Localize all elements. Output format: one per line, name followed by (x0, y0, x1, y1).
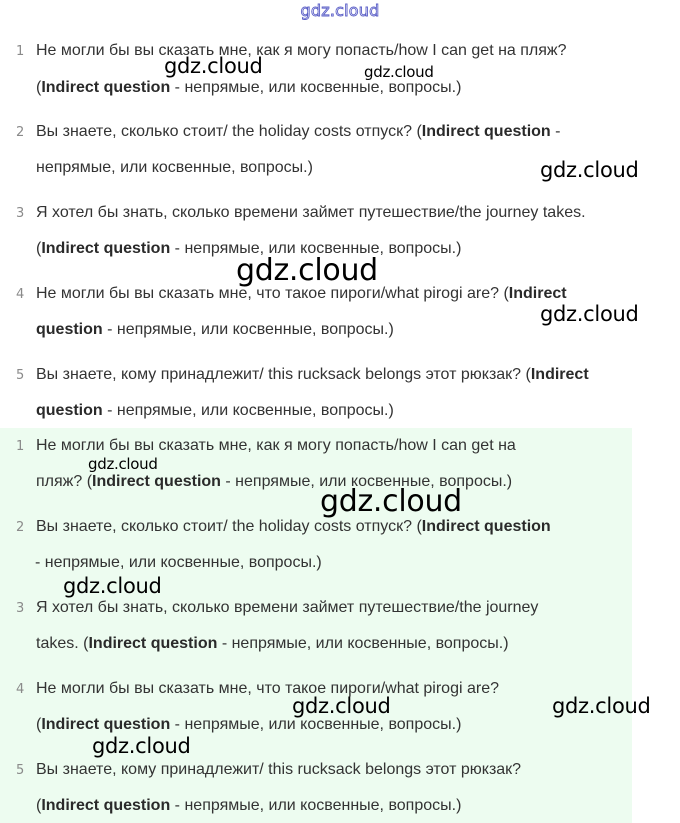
term-indirect-question: Indirect question (421, 518, 551, 535)
item-text-line: question - непрямые, или косвенные, вопросы.) (36, 402, 394, 419)
item-text-line: Не могли бы вы сказать мне, как я могу попасть/how I can get на (36, 437, 516, 454)
item-number: 4 (16, 287, 25, 302)
item-text-line: Вы знаете, сколько стоит/ the holiday costs отпуск? (Indirect question - (36, 123, 561, 140)
watermark: gdz.cloud (63, 574, 162, 598)
item-text-line: Не могли бы вы сказать мне, что такое пироги/what pirogi are? (Indirect (36, 285, 567, 302)
item-text-line: пляж? (Indirect question - непрямые, или косвенные, вопросы.) (36, 473, 513, 490)
item-number: 2 (16, 520, 25, 535)
item-text-line: Вы знаете, сколько стоит/ the holiday costs отпуск? (Indirect question (36, 518, 551, 535)
item-number: 5 (16, 763, 25, 778)
watermark: gdz.cloud (364, 63, 434, 81)
item-text-line: (Indirect question - непрямые, или косвенные, вопросы.) (36, 716, 462, 733)
watermark: gdz.cloud (164, 54, 263, 78)
item-text-line: Я хотел бы знать, сколько времени займет путешествие/the journey (36, 599, 539, 616)
item-text-line: - непрямые, или косвенные, вопросы.) (35, 554, 322, 571)
watermark: gdz.cloud (236, 253, 378, 288)
watermark: gdz.cloud (320, 484, 462, 519)
item-number: 1 (16, 439, 25, 454)
term-indirect-question: Indirect question (41, 797, 171, 814)
item-text-line: Не могли бы вы сказать мне, что такое пироги/what pirogi are? (36, 680, 499, 697)
watermark: gdz.cloud (92, 734, 191, 758)
item-text-line: Вы знаете, кому принадлежит/ this rucksack belongs этот рюкзак? (36, 761, 522, 778)
item-text-line: (Indirect question - непрямые, или косвенные, вопросы.) (36, 240, 462, 257)
term-indirect-question: Indirect question (92, 473, 221, 490)
item-text-line: Вы знаете, кому принадлежит/ this rucksack belongs этот рюкзак? (Indirect (36, 366, 589, 383)
item-text-line: (Indirect question - непрямые, или косвенные, вопросы.) (36, 79, 462, 96)
term-indirect-question: Indirect question (421, 123, 551, 140)
watermark: gdz.cloud (292, 694, 391, 718)
item-number: 1 (16, 44, 25, 59)
item-number: 5 (16, 368, 25, 383)
watermark: gdz.cloud (88, 455, 158, 473)
item-text-line: Не могли бы вы сказать мне, как я могу попасть/how I can get на пляж? (36, 42, 567, 59)
term-indirect-question: Indirect question (41, 716, 171, 733)
answer-section-main (0, 34, 680, 426)
item-text-line: (Indirect question - непрямые, или косвенные, вопросы.) (36, 797, 462, 814)
item-text-line: question - непрямые, или косвенные, вопросы.) (36, 321, 394, 338)
item-number: 3 (16, 601, 25, 616)
item-text-line: takes. (Indirect question - непрямые, или косвенные, вопросы.) (36, 635, 509, 652)
item-number: 2 (16, 125, 25, 140)
item-number: 4 (16, 682, 25, 697)
watermark: gdz.cloud (540, 158, 639, 182)
watermark: gdz.cloud (552, 694, 651, 718)
term-indirect-question: Indirect question (41, 79, 171, 96)
watermark: gdz.cloud (540, 302, 639, 326)
term-indirect-question: Indirect question (41, 240, 171, 257)
item-number: 3 (16, 206, 25, 221)
site-logo[interactable]: gdz.cloud (300, 1, 380, 20)
item-text-line: Я хотел бы знать, сколько времени займет путешествие/the journey takes. (36, 204, 586, 221)
term-indirect-question: Indirect question (88, 635, 218, 652)
answer-section-alt (0, 428, 632, 823)
item-text-line: непрямые, или косвенные, вопросы.) (36, 159, 313, 176)
